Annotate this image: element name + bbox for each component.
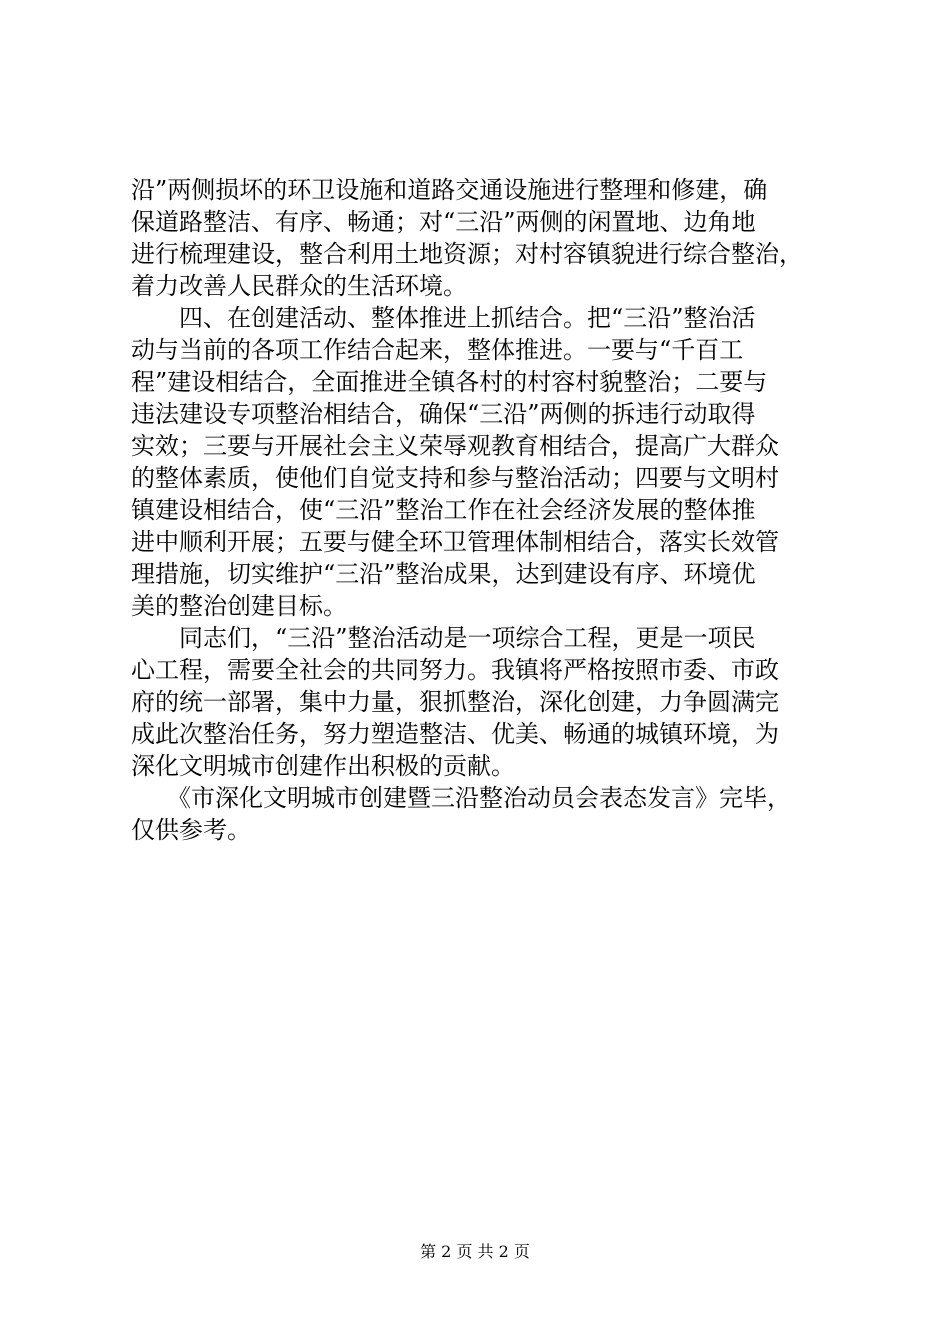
text-line: 镇建设相结合，使“三沿”整治工作在社会经济发展的整体推 bbox=[131, 496, 756, 524]
text-line: 实效；三要与开展社会主义荣辱观教育相结合，提高广大群众 bbox=[131, 432, 779, 460]
text-line: 的整体素质，使他们自觉支持和参与整治活动；四要与文明村 bbox=[131, 464, 779, 492]
text-line: 四、在创建活动、整体推进上抓结合。把“三沿”整治活 bbox=[131, 304, 756, 332]
text-line: 成此次整治任务，努力塑造整洁、优美、畅通的城镇环境，为 bbox=[131, 720, 779, 748]
text-line: 仅供参考。 bbox=[131, 816, 251, 844]
text-line: 府的统一部署，集中力量，狠抓整治，深化创建，力争圆满完 bbox=[131, 688, 779, 716]
body-text bbox=[131, 174, 851, 846]
text-line: 理措施，切实维护“三沿”整治成果，达到建设有序、环境优 bbox=[131, 560, 756, 588]
text-line: 着力改善人民群众的生活环境。 bbox=[131, 272, 467, 300]
text-line: 保道路整洁、有序、畅通；对“三沿”两侧的闲置地、边角地 bbox=[131, 208, 756, 236]
text-line: 程”建设相结合，全面推进全镇各村的村容村貌整治；二要与 bbox=[131, 368, 768, 396]
page-number-label: 第 2 页 共 2 页 bbox=[420, 1242, 530, 1261]
text-line: 进行梳理建设，整合利用土地资源；对村容镇貌进行综合整治， bbox=[131, 240, 803, 268]
text-line: 动与当前的各项工作结合起来，整体推进。一要与“千百工 bbox=[131, 336, 744, 364]
text-line: 进中顺利开展；五要与健全环卫管理体制相结合，落实长效管 bbox=[131, 528, 779, 556]
text-line: 沿”两侧损坏的环卫设施和道路交通设施进行整理和修建，确 bbox=[131, 176, 768, 204]
text-line: 《市深化文明城市创建暨三沿整治动员会表态发言》完毕， bbox=[131, 784, 791, 812]
text-line: 美的整治创建目标。 bbox=[131, 592, 347, 620]
text-line: 深化文明城市创建作出积极的贡献。 bbox=[131, 752, 515, 780]
text-line: 违法建设专项整治相结合，确保“三沿”两侧的拆违行动取得 bbox=[131, 400, 756, 428]
text-line: 同志们，“三沿”整治活动是一项综合工程，更是一项民 bbox=[131, 624, 756, 652]
page-footer bbox=[0, 1242, 950, 1262]
text-line: 心工程，需要全社会的共同努力。我镇将严格按照市委、市政 bbox=[131, 656, 779, 684]
